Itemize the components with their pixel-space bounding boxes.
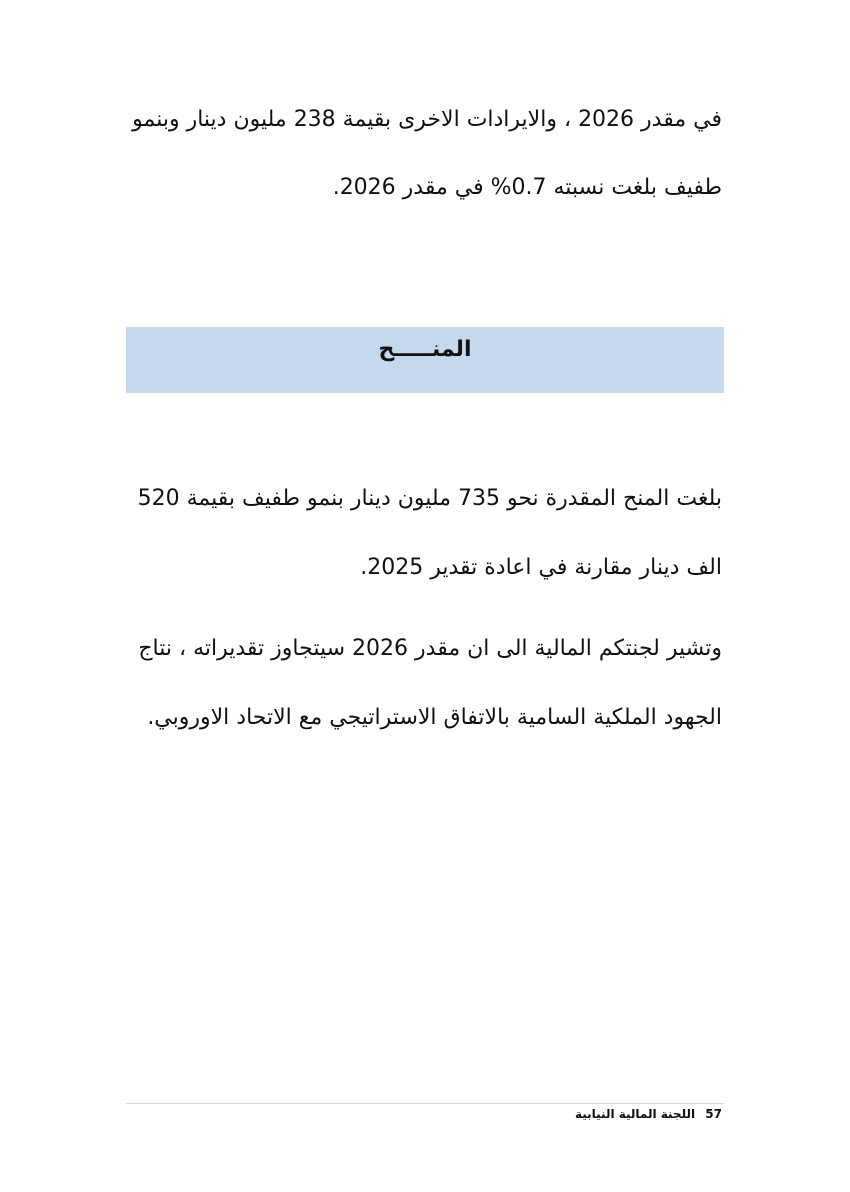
committee-name: اللجنة المالية النيابية	[574, 1107, 696, 1121]
section-title: المنـــــح	[378, 337, 472, 362]
paragraph-2-line-1: بلغت المنح المقدرة نحو 735 مليون دينار بنمو طفيف بقيمة 520	[137, 486, 722, 511]
paragraph-3-line-2: الجهود الملكية السامية بالاتفاق الاستراتيجي مع الاتحاد الاوروبي.	[147, 705, 722, 730]
paragraph-1-line-1: في مقدر 2026 ، والايرادات الاخرى بقيمة 238 مليون دينار وبنمو	[132, 107, 722, 132]
section-banner	[126, 327, 724, 393]
page-footer	[575, 1103, 722, 1125]
paragraph-1-line-2: طفيف بلغت نسبته 0.7% في مقدر 2026.	[332, 175, 722, 200]
paragraph-3-line-1: وتشير لجنتكم المالية الى ان مقدر 2026 سيتجاوز تقديراته ، نتاج	[138, 636, 722, 661]
paragraph-2-line-2: الف دينار مقارنة في اعادة تقدير 2025.	[360, 555, 722, 580]
page-number: 57	[705, 1107, 722, 1121]
